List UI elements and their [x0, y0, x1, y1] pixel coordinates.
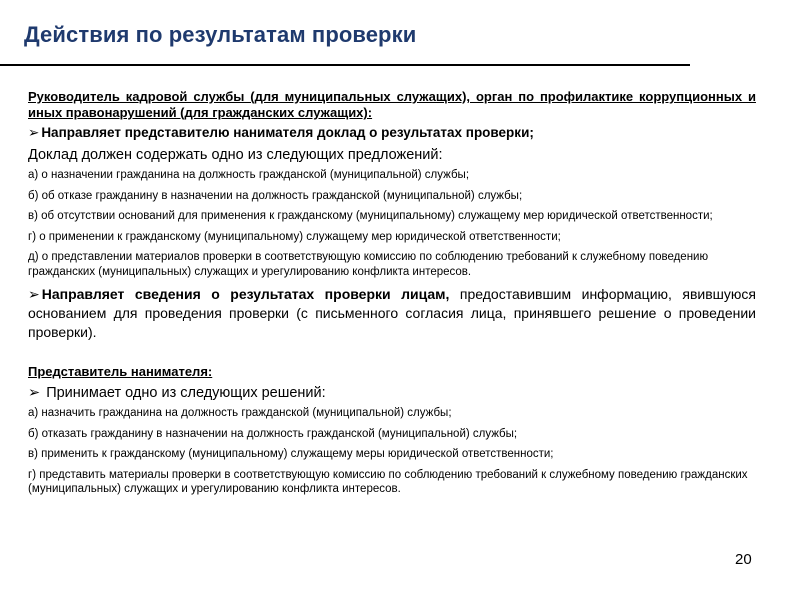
arrow-bullet-icon: ➢: [28, 125, 40, 140]
section2-item: б) отказать гражданину в назначении на должность гражданской (муниципальной) службы;: [28, 427, 518, 440]
section1-item: б) об отказе гражданину в назначении на должность гражданской (муниципальной) службы;: [28, 189, 523, 202]
section2-item: в) применить к гражданскому (муниципальному) служащему меры юридической ответственности;: [28, 448, 554, 460]
page-title: Действия по результатам проверки: [24, 22, 417, 47]
section1-bullet-report-text: Направляет представителю нанимателя доклад о результатах проверки;: [41, 125, 534, 140]
section2-heading: Представитель нанимателя:: [28, 364, 213, 379]
section2-item: а) назначить гражданина на должность гражданской (муниципальной) службы;: [28, 407, 452, 419]
section1-bullet-info: [28, 285, 756, 342]
section1-item: а) о назначении гражданина на должность гражданской (муниципальной) службы;: [28, 169, 470, 181]
page-number: 20: [735, 551, 752, 568]
section2-lead: [28, 383, 756, 403]
section2-lead-text: Принимает одно из следующих решений:: [46, 385, 326, 401]
arrow-bullet-icon: ➢: [28, 385, 41, 401]
arrow-bullet-icon: ➢: [28, 286, 40, 302]
title-divider: [0, 64, 690, 66]
section1-item: г) о применении к гражданскому (муниципальному) служащему мер юридической ответственности;: [28, 230, 561, 243]
section1-bullet-report: [28, 124, 756, 142]
section2-item: г) представить материалы проверки в соответствующую комиссию по соблюдению требований к служебному поведению гражданских (муниципальных) служащих и урегулированию конфликта интересов.: [28, 468, 748, 495]
section1-item: в) об отсутствии оснований для применения к гражданскому (муниципальному) служащему мер юридической ответственности;: [28, 210, 713, 222]
section1-bullet-info-bold: Направляет сведения о результатах проверки лицам,: [41, 286, 450, 302]
content-body: [28, 89, 756, 503]
section1-heading: Руководитель кадровой службы (для муниципальных служащих), орган по профилактике коррупционных и иных правонарушений (для гражданских служащих):: [28, 89, 756, 120]
section1-item: д) о представлении материалов проверки в соответствующую комиссию по соблюдению требований к служебному поведению гражданских (муниципальных) служащих и урегулированию конфликта интересов.: [28, 251, 709, 278]
section1-lead: Доклад должен содержать одно из следующих предложений:: [28, 147, 443, 163]
section-spacer: [28, 342, 756, 364]
section1-bullet-info-rest: предоставившим информацию, явившуюся основанием для проведения проверки (с письменного согласия лица, принявшего решение о проведении проверки).: [28, 286, 756, 340]
